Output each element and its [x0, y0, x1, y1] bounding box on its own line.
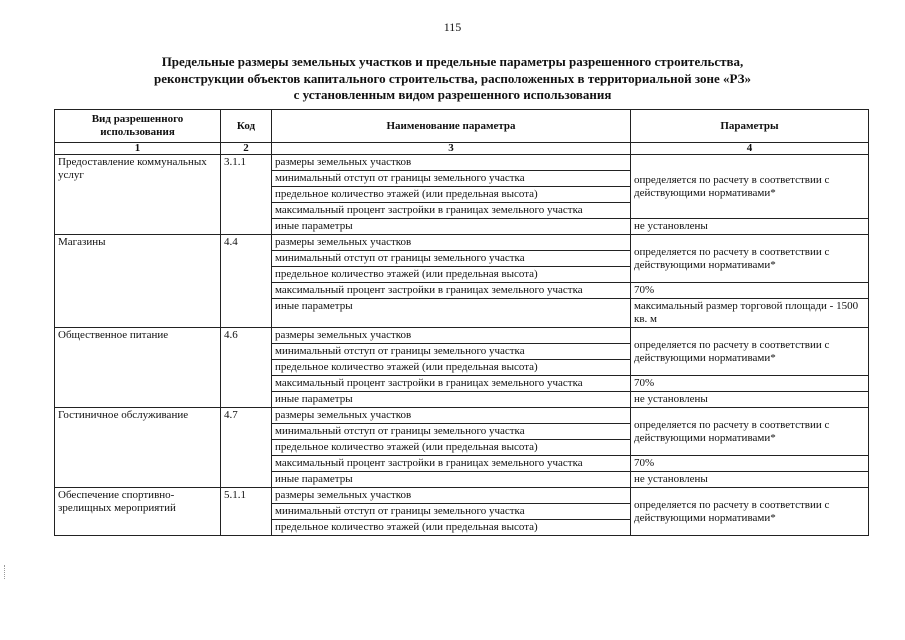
- parameter-name-cell: минимальный отступ от границы земельного участка: [272, 171, 631, 187]
- parameter-name-cell: предельное количество этажей (или предельная высота): [272, 520, 631, 536]
- code-cell: 4.4: [221, 235, 272, 328]
- parameter-name-cell: размеры земельных участков: [272, 408, 631, 424]
- title-line: реконструкции объектов капитального строительства, расположенных в территориальной зоне «РЗ»: [154, 70, 751, 86]
- parameter-value-cell: 70%: [631, 456, 869, 472]
- header-code: Код: [221, 110, 272, 143]
- table-row: [55, 328, 869, 344]
- header-parameter-name: Наименование параметра: [272, 110, 631, 143]
- code-cell: 3.1.1: [221, 155, 272, 235]
- parameter-value-cell: не установлены: [631, 219, 869, 235]
- header-row: [55, 110, 869, 143]
- parameter-name-cell: минимальный отступ от границы земельного участка: [272, 344, 631, 360]
- page-number: 115: [443, 20, 462, 34]
- table-row: [55, 408, 869, 424]
- table-row: [55, 488, 869, 504]
- column-number: 2: [221, 143, 272, 155]
- parameter-value-cell: определяется по расчету в соответствии с действующими нормативами*: [631, 328, 869, 376]
- parameter-name-cell: минимальный отступ от границы земельного участка: [272, 504, 631, 520]
- header-use-type: Вид разрешенного использования: [55, 110, 221, 143]
- parameter-value-cell: 70%: [631, 283, 869, 299]
- header-parameters: Параметры: [631, 110, 869, 143]
- parameter-name-cell: максимальный процент застройки в границах земельного участка: [272, 376, 631, 392]
- use-type-cell: Общественное питание: [55, 328, 221, 408]
- parameter-name-cell: предельное количество этажей (или предельная высота): [272, 267, 631, 283]
- parameter-value-cell: определяется по расчету в соответствии с действующими нормативами*: [631, 408, 869, 456]
- code-cell: 4.6: [221, 328, 272, 408]
- use-type-cell: Магазины: [55, 235, 221, 328]
- page-title: [0, 54, 905, 104]
- scan-margin-mark: [4, 565, 8, 579]
- parameter-name-cell: предельное количество этажей (или предельная высота): [272, 440, 631, 456]
- use-type-cell: Обеспечение спортивно-зрелищных мероприятий: [55, 488, 221, 536]
- table-body: [55, 155, 869, 536]
- parameter-value-cell: определяется по расчету в соответствии с действующими нормативами*: [631, 235, 869, 283]
- parameter-value-cell: не установлены: [631, 472, 869, 488]
- column-number: 3: [272, 143, 631, 155]
- column-number: 1: [55, 143, 221, 155]
- parameter-name-cell: иные параметры: [272, 299, 631, 328]
- parameter-name-cell: максимальный процент застройки в границах земельного участка: [272, 203, 631, 219]
- parameter-name-cell: размеры земельных участков: [272, 235, 631, 251]
- parameter-name-cell: минимальный отступ от границы земельного участка: [272, 251, 631, 267]
- table-row: [55, 155, 869, 171]
- parameter-name-cell: предельное количество этажей (или предельная высота): [272, 360, 631, 376]
- parameter-name-cell: иные параметры: [272, 472, 631, 488]
- parameter-name-cell: иные параметры: [272, 392, 631, 408]
- parameter-value-cell: не установлены: [631, 392, 869, 408]
- parameter-value-cell: определяется по расчету в соответствии с действующими нормативами*: [631, 488, 869, 536]
- parameter-name-cell: максимальный процент застройки в границах земельного участка: [272, 456, 631, 472]
- parameter-name-cell: размеры земельных участков: [272, 328, 631, 344]
- use-type-cell: Гостиничное обслуживание: [55, 408, 221, 488]
- parameter-name-cell: предельное количество этажей (или предельная высота): [272, 187, 631, 203]
- column-numbers-row: [55, 143, 869, 155]
- table-row: [55, 235, 869, 251]
- parameter-name-cell: размеры земельных участков: [272, 155, 631, 171]
- parameters-table: [54, 109, 869, 536]
- parameter-value-cell: определяется по расчету в соответствии с действующими нормативами*: [631, 155, 869, 219]
- parameter-value-cell: 70%: [631, 376, 869, 392]
- column-number: 4: [631, 143, 869, 155]
- title-line: с установленным видом разрешенного использования: [293, 87, 612, 102]
- use-type-cell: Предоставление коммунальных услуг: [55, 155, 221, 235]
- title-line: Предельные размеры земельных участков и предельные параметры разрешенного строительства,: [161, 54, 744, 69]
- parameter-name-cell: иные параметры: [272, 219, 631, 235]
- code-cell: 4.7: [221, 408, 272, 488]
- parameter-name-cell: размеры земельных участков: [272, 488, 631, 504]
- parameter-value-cell: максимальный размер торговой площади - 1500 кв. м: [631, 299, 869, 328]
- code-cell: 5.1.1: [221, 488, 272, 536]
- parameter-name-cell: максимальный процент застройки в границах земельного участка: [272, 283, 631, 299]
- parameter-name-cell: минимальный отступ от границы земельного участка: [272, 424, 631, 440]
